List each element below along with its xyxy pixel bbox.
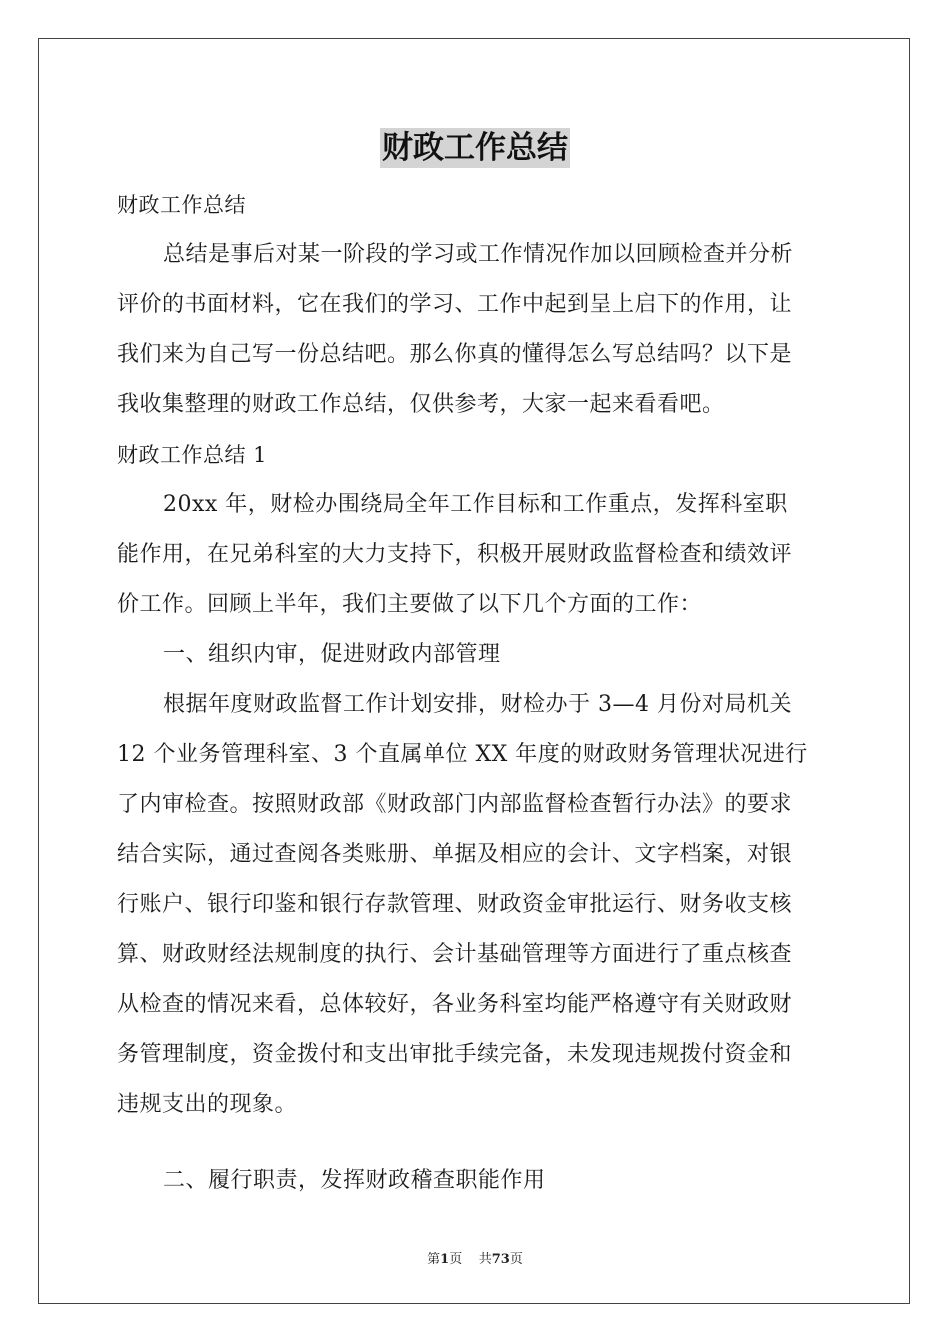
footer-suffix: 页: [509, 1252, 523, 1267]
page-footer: [0, 1248, 950, 1267]
section-heading: 财政工作总结 1: [117, 443, 268, 467]
paragraph-line: 根据年度财政监督工作计划安排，财检办于 3—4 月份对局机关: [163, 692, 792, 717]
paragraph-line: 总结是事后对某一阶段的学习或工作情况作加以回顾检查并分析: [163, 242, 794, 267]
paragraph-line: 我们来为自己写一份总结吧。那么你真的懂得怎么写总结吗？以下是: [117, 342, 793, 367]
paragraph-line: 能作用，在兄弟科室的大力支持下，积极开展财政监督检查和绩效评: [117, 542, 793, 567]
title-wrap: [0, 128, 950, 168]
paragraph-line: 我收集整理的财政工作总结，仅供参考，大家一起来看看吧。: [117, 392, 725, 417]
footer-prefix: 第: [427, 1252, 441, 1267]
paragraph-line: 12 个业务管理科室、3 个直属单位 XX 年度的财政财务管理状况进行: [117, 742, 808, 767]
paragraph-line: 20xx 年，财检办围绕局全年工作目标和工作重点，发挥科室职: [163, 492, 788, 517]
paragraph-line: 结合实际，通过查阅各类账册、单据及相应的会计、文字档案，对银: [117, 842, 793, 867]
subsection-heading: 二、履行职责，发挥财政稽查职能作用: [163, 1168, 546, 1193]
document-title: 财政工作总结: [382, 130, 568, 166]
subtitle-line: 财政工作总结: [117, 193, 246, 217]
paragraph-line: 务管理制度，资金拨付和支出审批手续完备，未发现违规拨付资金和: [117, 1042, 793, 1067]
total-page-count: 73: [491, 1252, 510, 1267]
paragraph-line: 行账户、银行印鉴和银行存款管理、财政资金审批运行、财务收支核: [117, 892, 793, 917]
subsection-heading: 一、组织内审，促进财政内部管理: [163, 642, 501, 667]
footer-middle: 页 共: [449, 1252, 492, 1267]
paragraph-line: 了内审检查。按照财政部《财政部门内部监督检查暂行办法》的要求: [117, 792, 793, 817]
paragraph-line: 从检查的情况来看，总体较好，各业务科室均能严格遵守有关财政财: [117, 992, 793, 1017]
paragraph-line: 评价的书面材料，它在我们的学习、工作中起到呈上启下的作用，让: [117, 292, 793, 317]
paragraph-line: 违规支出的现象。: [117, 1092, 298, 1117]
current-page-number: 1: [440, 1252, 450, 1267]
paragraph-line: 算、财政财经法规制度的执行、会计基础管理等方面进行了重点核查: [117, 942, 793, 967]
document-body: [117, 180, 833, 1206]
paragraph-line: 价工作。回顾上半年，我们主要做了以下几个方面的工作：: [117, 592, 703, 617]
